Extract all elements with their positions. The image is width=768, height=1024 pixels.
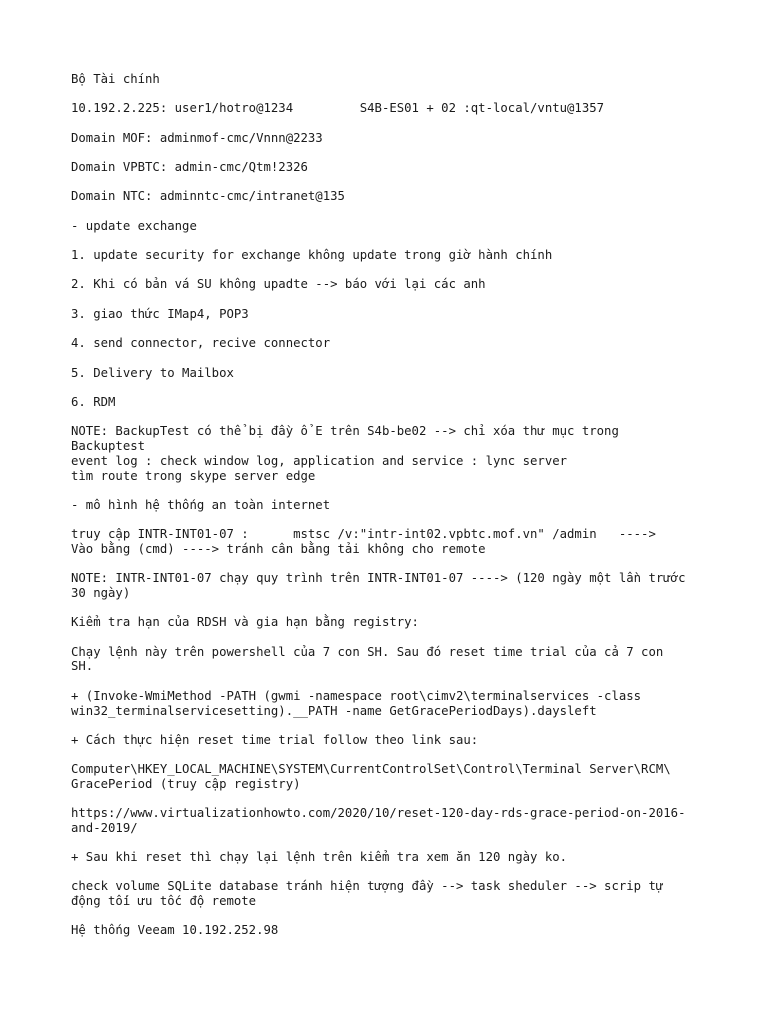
section-update-exchange: - update exchange	[71, 219, 197, 233]
command-line-2: win32_terminalservicesetting).__PATH -name GetGracePeriodDays).daysleft	[71, 704, 597, 718]
credential-line-ntc: Domain NTC: adminntc-cmc/intranet@135	[71, 189, 345, 203]
note-backup-line-2: Backuptest	[71, 439, 146, 453]
heading-ministry: Bộ Tài chính	[71, 72, 160, 86]
note-backup-line-1: NOTE: BackupTest có thể bị đầy ổ E trên S4b-be02 --> chỉ xóa thư mục trong	[71, 424, 619, 438]
url-line-1: https://www.virtualizationhowto.com/2020/10/reset-120-day-rds-grace-period-on-2016-	[71, 806, 686, 820]
list-item-3: 3. giao thức IMap4, POP3	[71, 307, 249, 321]
registry-path-line-2: GracePeriod (truy cập registry)	[71, 777, 301, 791]
access-line-2: Vào bằng (cmd) ----> tránh cân bằng tải không cho remote	[71, 542, 486, 556]
list-item-5: 5. Delivery to Mailbox	[71, 366, 234, 380]
list-item-4: 4. send connector, recive connector	[71, 336, 331, 350]
credential-line-mof: Domain MOF: adminmof-cmc/Vnnn@2233	[71, 131, 323, 145]
powershell-line-1: Chạy lệnh này trên powershell của 7 con SH. Sau đó reset time trial của cả 7 con	[71, 645, 664, 659]
registry-path-line-1: Computer\HKEY_LOCAL_MACHINE\SYSTEM\CurrentControlSet\Control\Terminal Server\RCM\	[71, 762, 671, 776]
rdsh-heading: Kiểm tra hạn của RDSH và gia hạn bằng registry:	[71, 615, 419, 629]
note-intr-line-2: 30 ngày)	[71, 586, 131, 600]
powershell-line-2: SH.	[71, 659, 94, 673]
list-item-2: 2. Khi có bản vá SU không upadte --> báo với lại các anh	[71, 277, 486, 291]
after-reset-line: + Sau khi reset thì chạy lại lệnh trên kiểm tra xem ăn 120 ngày ko.	[71, 850, 568, 864]
reset-howto-line: + Cách thực hiện reset time trial follow theo link sau:	[71, 733, 479, 747]
veeam-line: Hệ thống Veeam 10.192.252.98	[71, 923, 279, 937]
sqlite-line-1: check volume SQLite database tránh hiện tượng đầy --> task sheduler --> scrip tự	[71, 879, 664, 893]
event-log-line: event log : check window log, application and service : lync server	[71, 454, 568, 468]
access-line-1: truy cập INTR-INT01-07 : mstsc /v:"intr-int02.vpbtc.mof.vn" /admin ---->	[71, 527, 656, 541]
url-line-2: and-2019/	[71, 821, 138, 835]
sqlite-line-2: động tối ưu tốc độ remote	[71, 894, 257, 908]
list-item-6: 6. RDM	[71, 395, 116, 409]
list-item-1: 1. update security for exchange không update trong giờ hành chính	[71, 248, 553, 262]
command-line-1: + (Invoke-WmiMethod -PATH (gwmi -namespace root\cimv2\terminalservices -class	[71, 689, 642, 703]
note-intr-line-1: NOTE: INTR-INT01-07 chạy quy trình trên INTR-INT01-07 ----> (120 ngày một lần trước	[71, 571, 686, 585]
credential-line-vpbtc: Domain VPBTC: admin-cmc/Qtm!2326	[71, 160, 308, 174]
credential-line-server: 10.192.2.225: user1/hotro@1234 S4B-ES01 + 02 :qt-local/vntu@1357	[71, 101, 605, 115]
route-line: tìm route trong skype server edge	[71, 469, 316, 483]
section-internet-model: - mô hình hệ thống an toàn internet	[71, 498, 331, 512]
